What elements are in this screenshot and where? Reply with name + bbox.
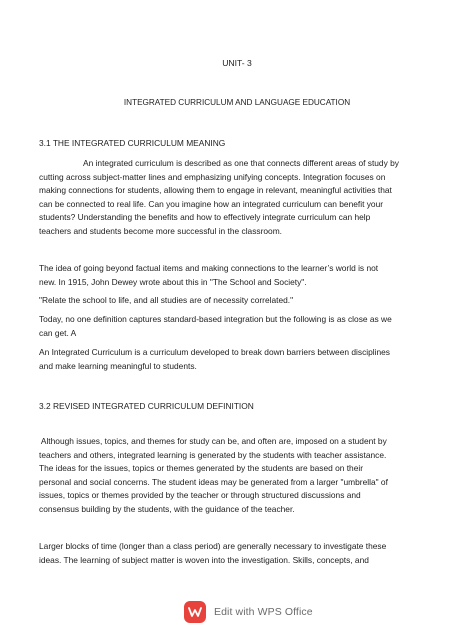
text-line: "Relate the school to life, and all studies are of necessity correlated."	[39, 295, 294, 305]
text-line: Larger blocks of time (longer than a class period) are generally necessary to investigate these	[39, 541, 387, 551]
dewey-quote	[39, 294, 439, 308]
text-line: issues, topics or themes provided by the teacher or through structured discussions and	[39, 490, 361, 501]
today-paragraph	[39, 313, 439, 340]
main-title: INTEGRATED CURRICULUM AND LANGUAGE EDUCATION	[123, 98, 351, 107]
wps-logo-icon	[184, 601, 206, 623]
wps-edit-link[interactable]: Edit with WPS Office	[214, 606, 313, 618]
text-line: can be connected to real life. Can you imagine how an integrated curriculum can benefit your	[39, 198, 384, 209]
text-line: making connections for students, allowing them to engage in relevant, meaningful activities that	[39, 185, 392, 196]
section-1-heading: 3.1 THE INTEGRATED CURRICULUM MEANING	[39, 138, 226, 148]
text-line: An integrated curriculum is described as one that connects different areas of study by	[83, 158, 399, 168]
definition-paragraph	[39, 346, 439, 373]
text-line: teachers and students become more successful in the classroom.	[39, 225, 282, 236]
text-line: An Integrated Curriculum is a curriculum developed to break down barriers between disciplines	[39, 347, 390, 357]
section-2-heading: 3.2 REVISED INTEGRATED CURRICULUM DEFINITION	[39, 401, 254, 411]
unit-title: UNIT- 3	[222, 58, 252, 68]
text-line: teachers and others, integrated learning is generated by the students with teacher assistance.	[39, 449, 387, 460]
text-line: consensus building by the students, with the guidance of the teacher.	[39, 503, 295, 514]
text-line: The idea of going beyond factual items and making connections to the learner’s world is not	[39, 263, 379, 273]
wps-edit-banner[interactable]	[184, 601, 313, 623]
section-2-paragraph-2	[39, 540, 439, 567]
section-1-intro-paragraph	[39, 157, 439, 239]
dewey-paragraph	[39, 262, 439, 289]
section-2-paragraph-1	[39, 435, 439, 517]
text-line: The ideas for the issues, topics or themes generated by the students are based on their	[39, 463, 364, 474]
text-line: and make learning meaningful to students.	[39, 360, 197, 371]
text-line: Although issues, topics, and themes for study can be, and often are, imposed on a student by	[39, 436, 387, 446]
text-line: new. In 1915, John Dewey wrote about this in "The School and Society".	[39, 276, 307, 287]
text-line: cutting across subject-matter lines and emphasizing unifying concepts. Integration focuses on	[39, 171, 386, 182]
text-line: personal and social concerns. The student ideas may be generated from a larger "umbrella" of	[39, 476, 388, 487]
text-line: ideas. The learning of subject matter is woven into the investigation. Skills, concepts, and	[39, 554, 369, 565]
text-line: can get. A	[39, 327, 77, 338]
text-line: students? Understanding the benefits and how to effectively integrate curriculum can help	[39, 212, 371, 223]
text-line: Today, no one definition captures standard-based integration but the following is as close as we	[39, 314, 392, 324]
